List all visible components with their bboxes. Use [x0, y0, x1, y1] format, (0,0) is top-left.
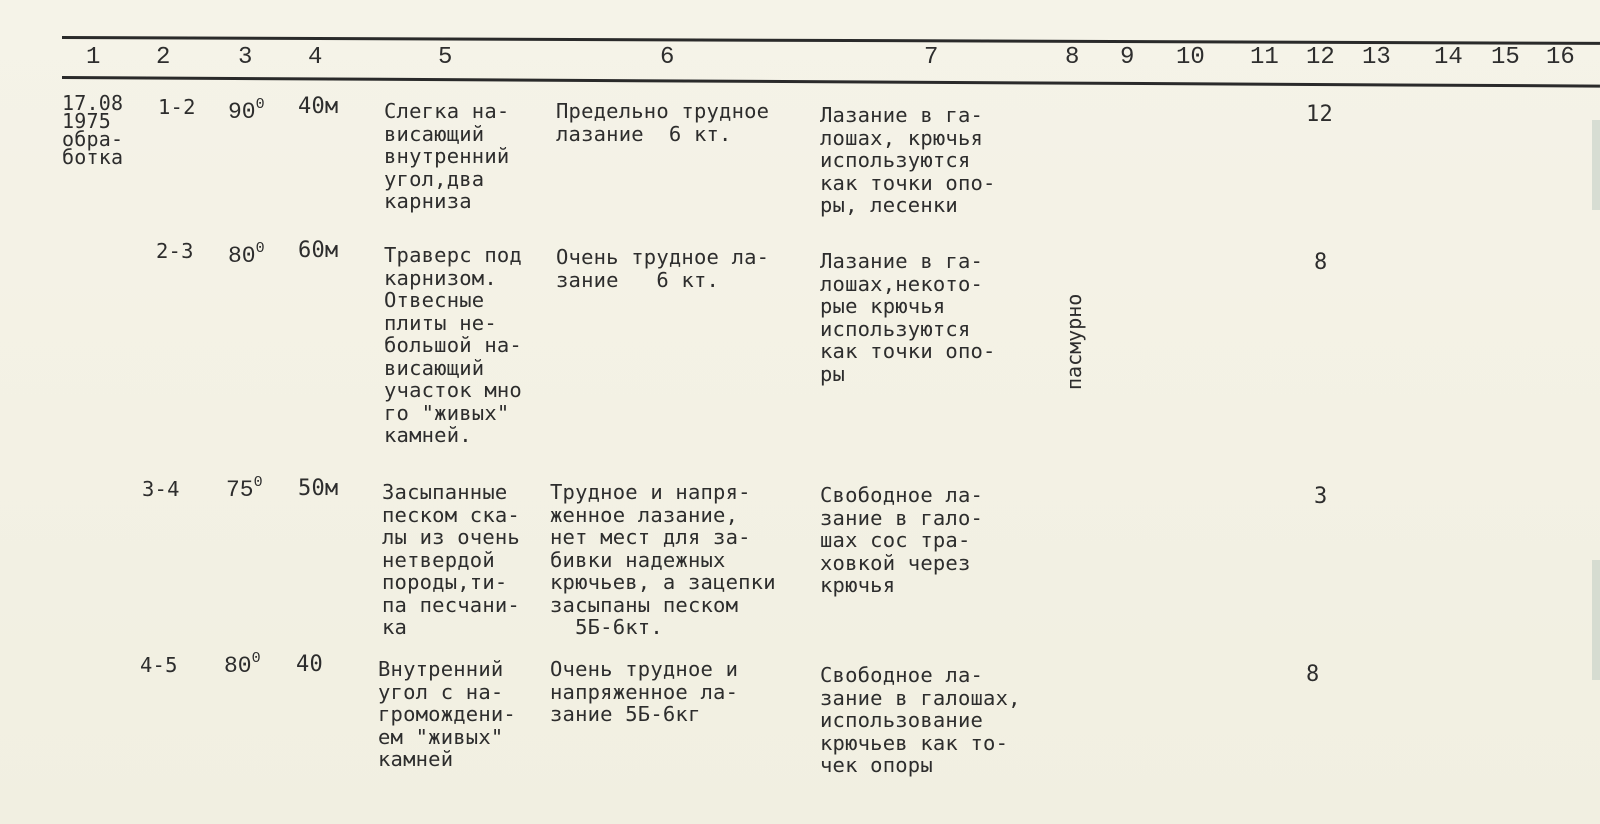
row-2-length: 60м	[298, 238, 339, 263]
row-1-section: 1-2	[158, 95, 196, 119]
row-3-col12: 3	[1314, 484, 1328, 509]
column-number-1: 1	[86, 44, 101, 71]
row-2-difficulty: Очень трудное ла- зание 6 кт.	[556, 245, 770, 292]
column-number-15: 15	[1491, 44, 1520, 71]
column-number-6: 6	[660, 44, 675, 71]
row-3-technique: Свободное ла- зание в гало- шах сос тра- ховкой через крючья	[820, 483, 984, 597]
row-1-technique: Лазание в га- лошах, крючья используются как точки опо- ры, лесенки	[820, 103, 996, 217]
row-4-technique: Свободное ла- зание в галошах, использование крючьев как то- чек опоры	[820, 663, 1021, 777]
column-number-12: 12	[1306, 44, 1335, 71]
column-number-16: 16	[1546, 44, 1575, 71]
row-3-length: 50м	[298, 476, 339, 501]
row-2-technique: Лазание в га- лошах,некото- рые крючья используются как точки опо- ры	[820, 249, 996, 386]
row-1-col12: 12	[1306, 102, 1333, 127]
row-2-col12: 8	[1314, 250, 1328, 275]
column-number-5: 5	[438, 44, 453, 71]
row-1-length: 40м	[298, 94, 339, 119]
paper-edge-stain	[1592, 560, 1600, 680]
paper-edge-stain	[1592, 120, 1600, 210]
row-2-relief: Траверс под карнизом. Отвесные плиты не- большой на- висающий участок мно го "живых" камней.	[384, 243, 522, 447]
column-number-10: 10	[1176, 44, 1205, 71]
row-4-col12: 8	[1306, 662, 1320, 687]
row-1-difficulty: Предельно трудное лазание 6 кт.	[556, 99, 770, 146]
row-4-length: 40	[296, 652, 323, 677]
column-number-2: 2	[156, 44, 171, 71]
row-1-relief: Слегка на- висающий внутренний угол,два карниза	[384, 99, 510, 213]
column-number-11: 11	[1250, 44, 1279, 71]
row-3-steepness: $75^0$	[226, 474, 263, 503]
column-number-7: 7	[924, 44, 939, 71]
row-3-section: 3-4	[142, 477, 180, 501]
row-3-relief: Засыпанные песком ска- лы из очень нетвердой породы,ти- па песчани- ка	[382, 480, 520, 639]
weather-label: пасмурно	[1062, 293, 1086, 390]
row-1-steepness: $90^0$	[228, 96, 265, 125]
column-number-3: 3	[238, 44, 253, 71]
column-number-4: 4	[308, 44, 323, 71]
column-number-8: 8	[1065, 44, 1080, 71]
header-bottom-rule	[62, 76, 1600, 88]
column-number-14: 14	[1434, 44, 1463, 71]
column-number-9: 9	[1120, 44, 1135, 71]
row-4-relief: Внутренний угол с на- громождени- ем "живых" камней	[378, 657, 516, 771]
row-2-section: 2-3	[156, 239, 194, 263]
row-4-section: 4-5	[140, 653, 178, 677]
row-4-steepness: $80^0$	[224, 650, 261, 679]
row-2-steepness: $80^0$	[228, 240, 265, 269]
row-3-difficulty: Трудное и напря- женное лазание, нет мест для за- бивки надежных крючьев, а зацепки засыпаны песком 5Б-6кт.	[550, 480, 776, 639]
row-1-date: 17.08 1975 обра- ботка	[62, 91, 124, 169]
column-number-13: 13	[1362, 44, 1391, 71]
row-4-difficulty: Очень трудное и напряженное ла- зание 5Б-6кг	[550, 657, 739, 726]
